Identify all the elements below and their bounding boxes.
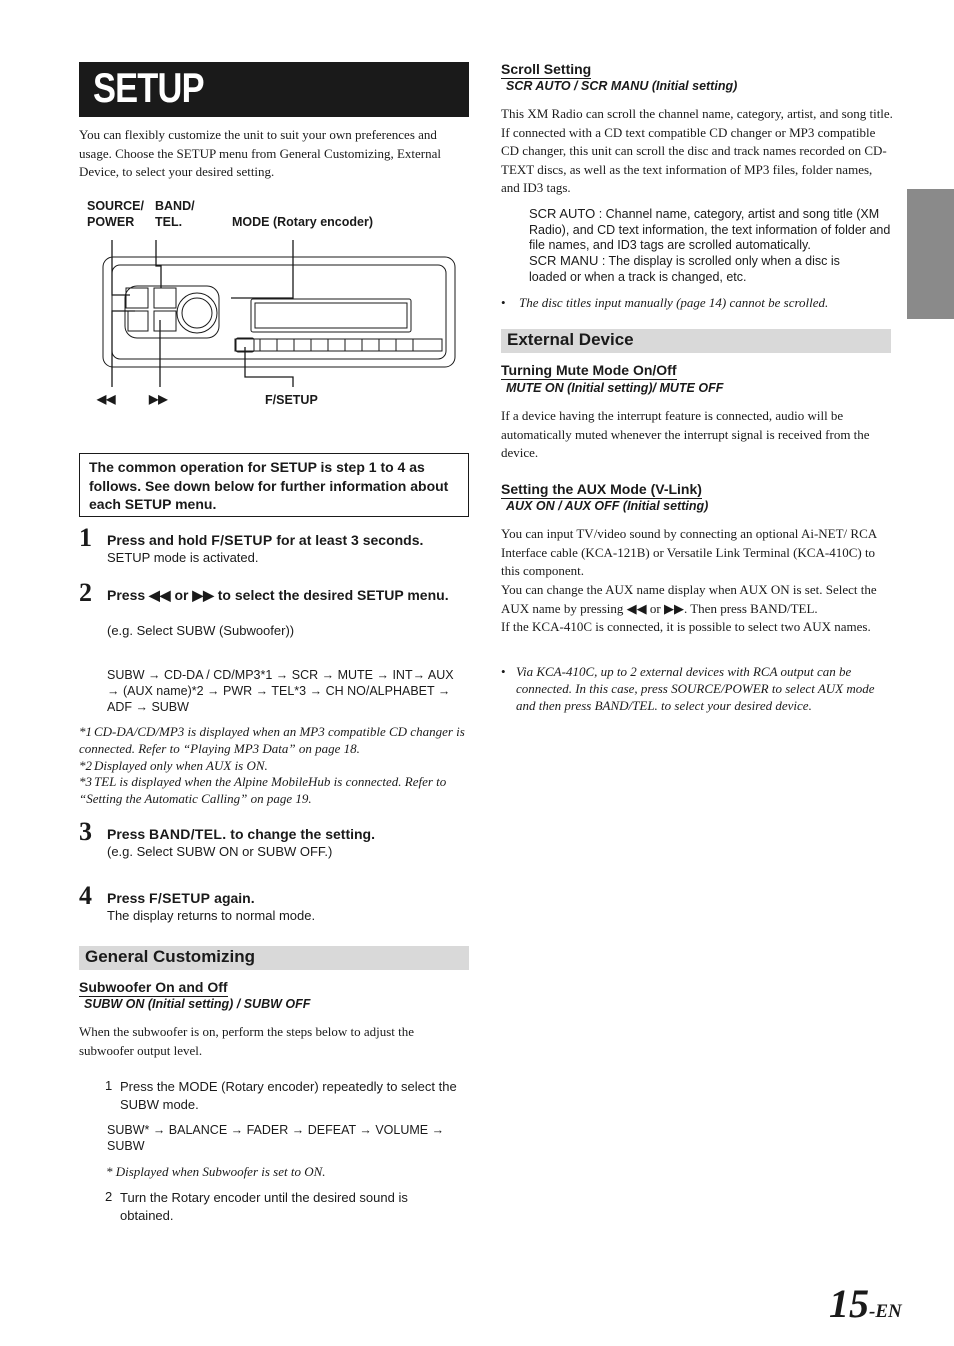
subw-step-1-number: 1 [105, 1078, 113, 1093]
footnote-1: *1 CD-DA/CD/MP3 is displayed when an MP3 compatible CD changer is connected. Refer to “Playing MP3 Data” on page 18. [79, 724, 465, 756]
step-2-title: Press ◀◀ or ▶▶ to select the desired SETUP menu. [107, 587, 449, 603]
subwoofer-heading: Subwoofer On and Off [79, 979, 228, 995]
source-power-key [126, 288, 148, 308]
footnote-3: *3 TEL is displayed when the Alpine MobileHub is connected. Refer to “Setting the Automatic Calling” on page 19. [79, 774, 447, 806]
subw-step-2-text: Turn the Rotary encoder until the desired sound is obtained. [120, 1190, 408, 1223]
label-source-power: SOURCE/ POWER [87, 199, 144, 229]
aux-heading: Setting the AUX Mode (V-Link) [501, 481, 702, 497]
label-fsetup: F/SETUP [265, 393, 318, 407]
label-next: ▶▶ [149, 392, 168, 406]
label-prev: ◀◀ [97, 392, 116, 406]
footnote-2: *2 Displayed only when AUX is ON. [79, 758, 268, 773]
external-device-header: External Device [501, 329, 891, 353]
step-4-number: 4 [79, 881, 92, 910]
common-operation-box: The common operation for SETUP is step 1 to 4 as follows. See down below for further information about each SETUP menu. [79, 453, 469, 517]
intro-text: You can flexibly customize the unit to suit your own preferences and usage. Choose the SETUP menu from General Customizing, External Device, to select your desired setting. [79, 127, 442, 180]
scroll-setting-heading: Scroll Setting [501, 61, 592, 77]
mute-options: MUTE ON (Initial setting)/ MUTE OFF [506, 381, 724, 395]
aux-body-3: If the KCA-410C is connected, it is possible to select two AUX names. [501, 619, 871, 634]
setup-menu-sequence: SUBW → CD-DA / CD/MP3*1 → SCR → MUTE → INT→ AUX → (AUX name)*2 → PWR → TEL*3 → CH NO/ALPHABET → ADF → SUBW [107, 668, 454, 714]
aux-options: AUX ON / AUX OFF (Initial setting) [506, 499, 709, 513]
step-3-sub: (e.g. Select SUBW ON or SUBW OFF.) [107, 844, 333, 859]
scroll-body: This XM Radio can scroll the channel name, category, artist, and song title. If connected with a CD text compatible CD changer or MP3 compatible CD changer, this unit can scroll the disc and track names recorded on CD-TEXT discs, as well as the text information of MP3 files, folder names, and ID3 tags. [501, 106, 893, 196]
page-title-bar [79, 62, 469, 117]
label-band-tel: BAND/ TEL. [155, 199, 195, 229]
next-key [154, 311, 176, 331]
side-tab [907, 189, 954, 319]
scr-manu-desc: SCR MANU : The display is scrolled only when a disc is loaded or when a track is changed, etc. [529, 253, 840, 284]
subw-step-1-text: Press the MODE (Rotary encoder) repeatedly to select the SUBW mode. [120, 1079, 457, 1112]
step-2-number: 2 [79, 578, 92, 607]
band-tel-key [154, 288, 176, 308]
step-1-number: 1 [79, 523, 92, 552]
subwoofer-body: When the subwoofer is on, perform the steps below to adjust the subwoofer output level. [79, 1024, 415, 1058]
head-unit-diagram [95, 240, 470, 390]
aux-body-2: You can change the AUX name display when AUX ON is set. Select the AUX name by pressing ◀◀ or ▶▶. Then press BAND/TEL. [501, 582, 877, 616]
subwoofer-options: SUBW ON (Initial setting) / SUBW OFF [84, 997, 311, 1011]
general-customizing-header: General Customizing [79, 946, 469, 970]
aux-body-1: You can input TV/video sound by connecting an optional Ai-NET/ RCA Interface cable (KCA-121B) or Versatile Link Terminal (KCA-410C) to this component. [501, 526, 877, 579]
scroll-setting-options: SCR AUTO / SCR MANU (Initial setting) [506, 79, 738, 93]
step-1-sub: SETUP mode is activated. [107, 550, 259, 565]
page-title: SETUP [93, 64, 204, 111]
step-3-number: 3 [79, 817, 92, 846]
subw-sequence: SUBW* → BALANCE → FADER → DEFEAT → VOLUME → SUBW [107, 1123, 445, 1153]
step-1-title: Press and hold F/SETUP for at least 3 seconds. [107, 532, 424, 548]
subw-note: * Displayed when Subwoofer is set to ON. [106, 1164, 326, 1179]
mute-body: If a device having the interrupt feature is connected, audio will be automatically muted whenever the interrupt signal is received from the device. [501, 408, 870, 461]
page-number: 15-EN [829, 1281, 902, 1326]
step-2-sub: (e.g. Select SUBW (Subwoofer)) [107, 623, 295, 638]
step-4-title: Press F/SETUP again. [107, 890, 255, 906]
scroll-note: • The disc titles input manually (page 14) cannot be scrolled. [501, 295, 829, 310]
aux-note: • Via KCA-410C, up to 2 external devices with RCA output can be connected. In this case, press SOURCE/POWER to select AUX mode and then press BAND/TEL. to select your desired device. [501, 664, 875, 713]
label-mode: MODE (Rotary encoder) [232, 215, 373, 229]
mute-heading: Turning Mute Mode On/Off [501, 362, 677, 378]
step-3-title: Press BAND/TEL. to change the setting. [107, 826, 375, 842]
prev-key [128, 311, 148, 331]
scr-auto-desc: SCR AUTO : Channel name, category, artist and song title (XM Radio), and CD text information, the text information of folder and file names, and ID3 tags are scrolled automatically. [529, 206, 891, 253]
step-4-sub: The display returns to normal mode. [107, 908, 316, 923]
subw-step-2-number: 2 [105, 1189, 113, 1204]
